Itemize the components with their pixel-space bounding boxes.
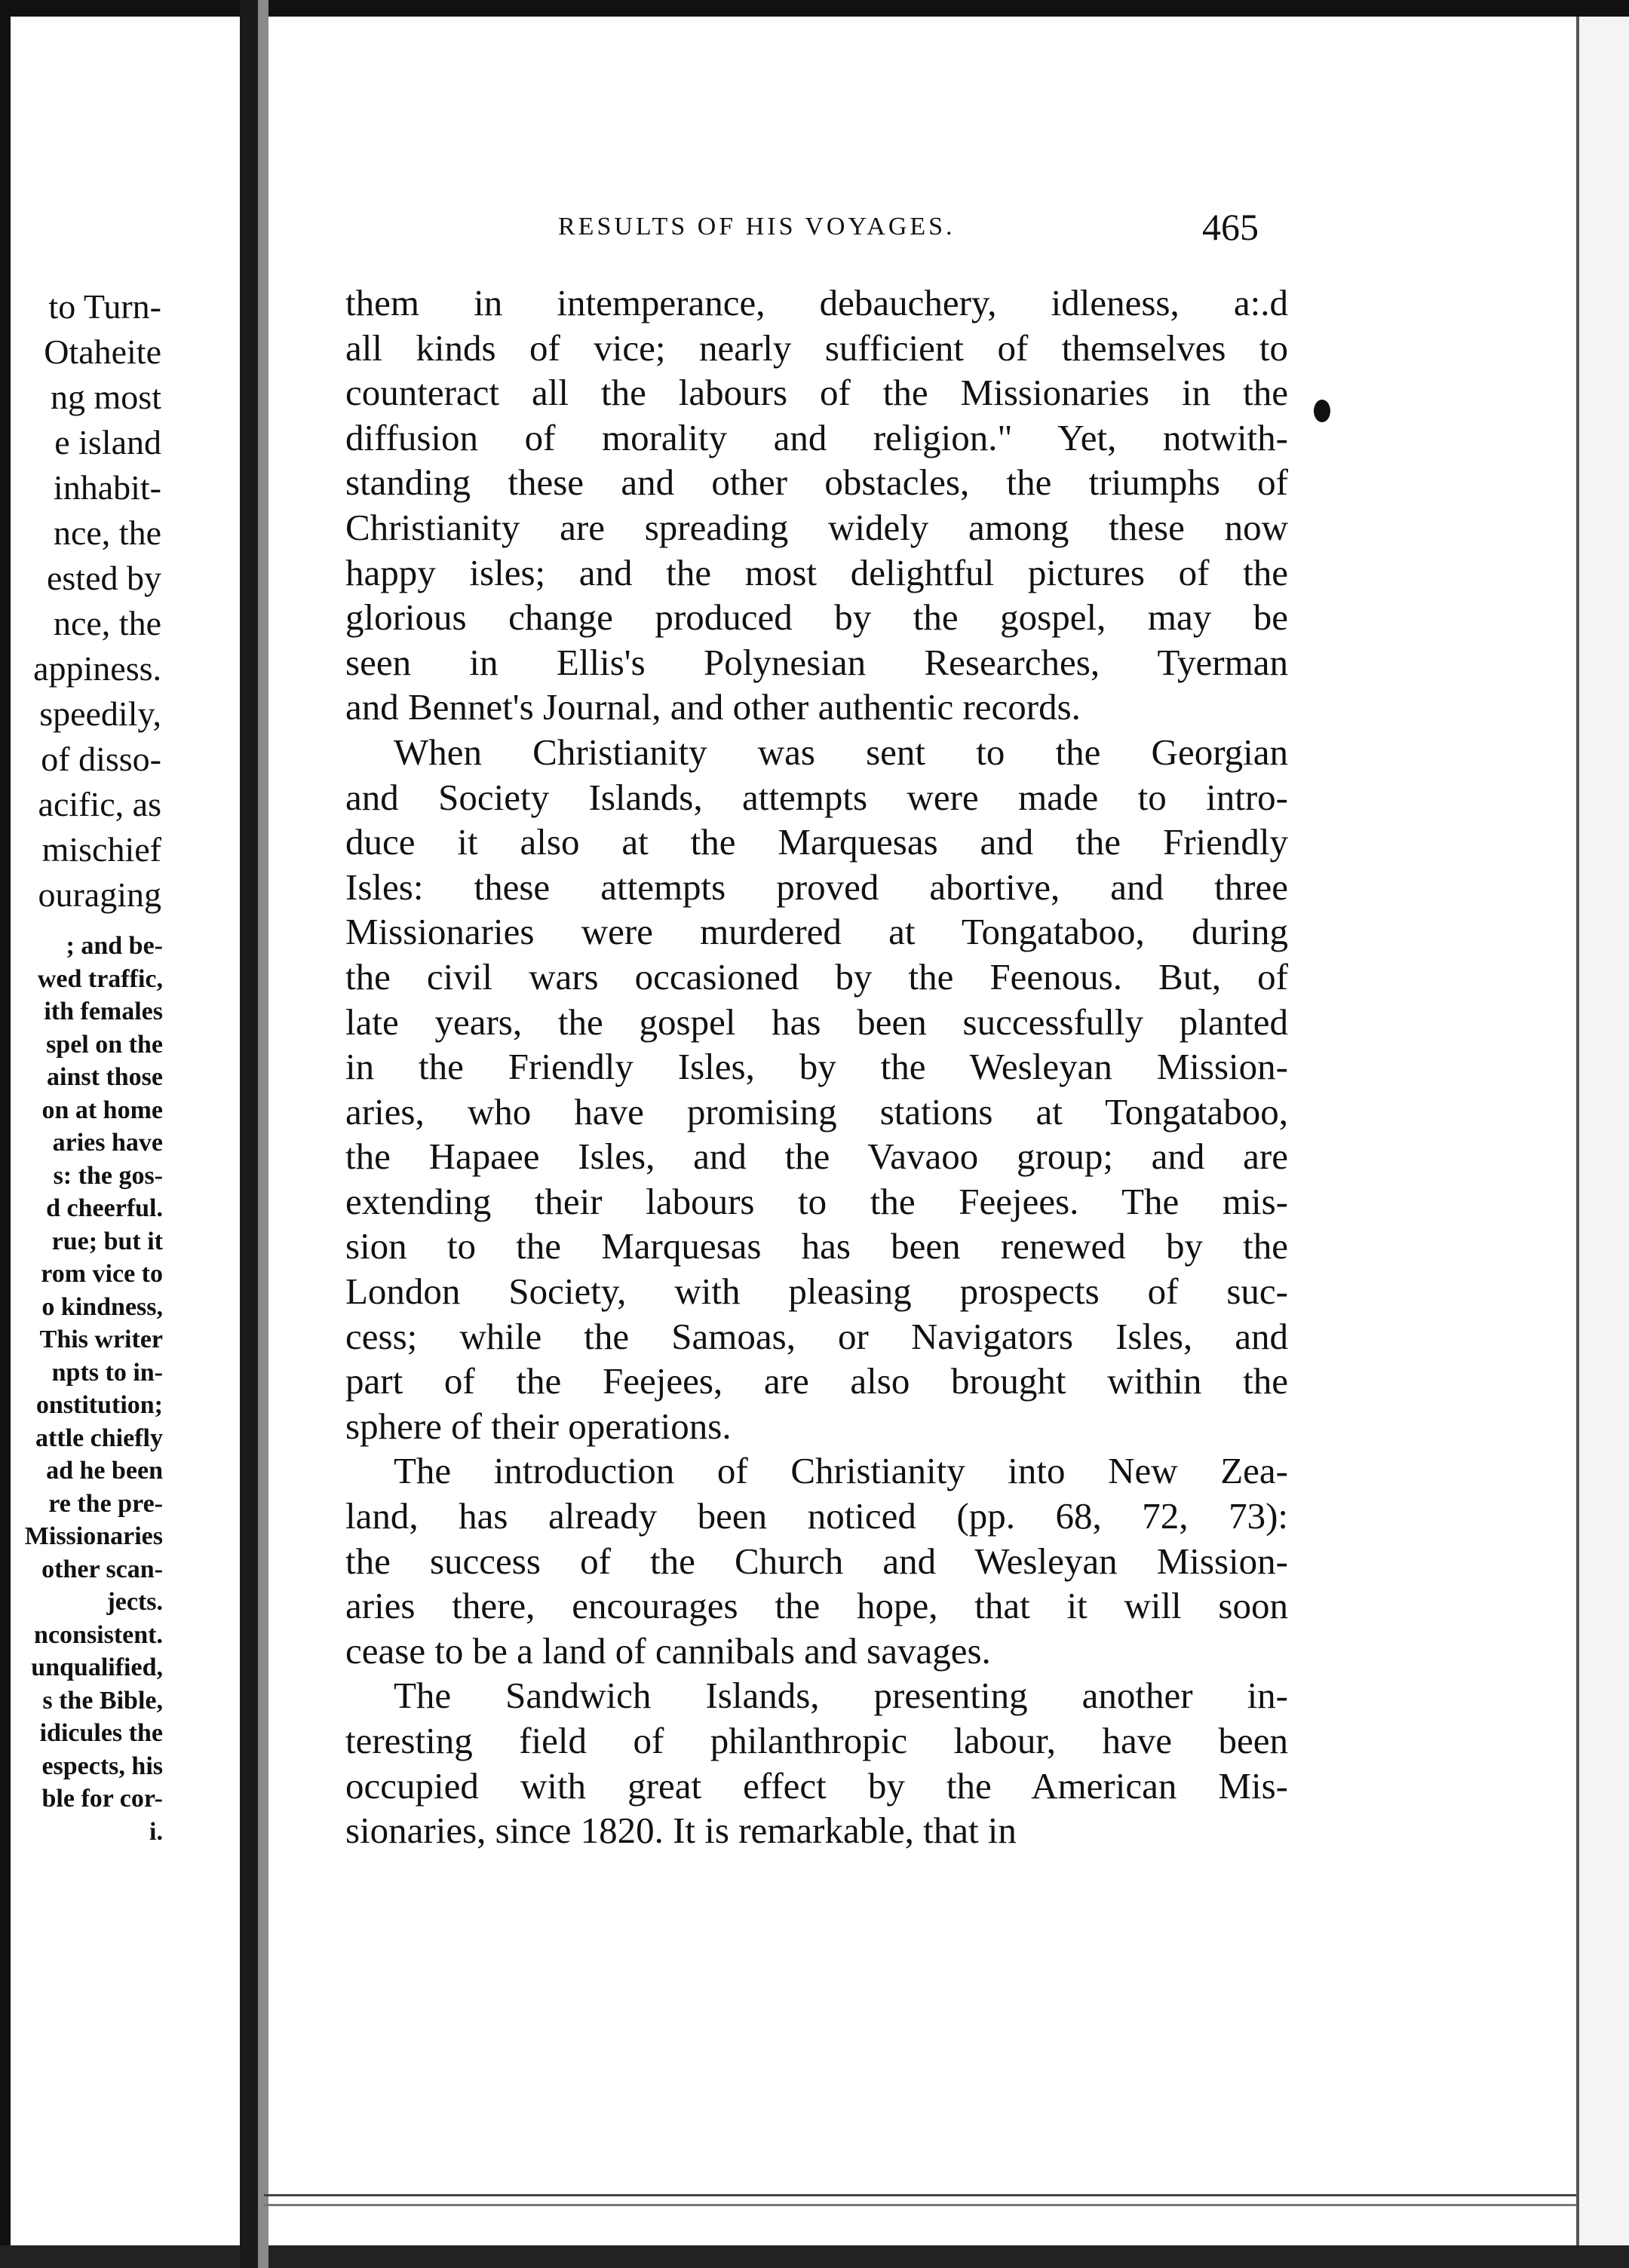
left-page-note-line: onstitution; bbox=[35, 1391, 163, 1419]
left-page-line: speedily, bbox=[39, 694, 161, 733]
left-page-note-line: rue; but it bbox=[51, 1227, 163, 1255]
left-page-note-line: Missionaries bbox=[24, 1522, 163, 1550]
left-page-fragment bbox=[0, 287, 240, 1870]
left-page-note-line: aries have bbox=[52, 1129, 163, 1157]
left-page-note-line: espects, his bbox=[41, 1752, 163, 1780]
left-page-line: appiness. bbox=[33, 649, 161, 688]
text-line: in the Friendly Isles, by the Wesleyan Mission- bbox=[345, 1046, 1288, 1088]
text-line: Missionaries were murdered at Tongataboo, during bbox=[345, 911, 1288, 953]
left-page-note-line: unqualified, bbox=[31, 1653, 163, 1681]
text-line: and Society Islands, attempts were made to intro- bbox=[345, 776, 1288, 818]
left-page-line: e island bbox=[54, 423, 161, 461]
text-line: land, has already been noticed (pp. 68, 72, 73): bbox=[345, 1495, 1288, 1537]
left-page-note-line: s the Bible, bbox=[42, 1686, 163, 1715]
paragraph bbox=[345, 280, 1288, 730]
text-line: London Society, with pleasing prospects of suc- bbox=[345, 1270, 1288, 1313]
text-line: occupied with great effect by the American Mis- bbox=[345, 1764, 1288, 1807]
left-page-note-line: ad he been bbox=[46, 1457, 163, 1485]
text-line: the Hapaee Isles, and the Vavaoo group; and are bbox=[345, 1136, 1288, 1178]
text-line: sion to the Marquesas has been renewed by the bbox=[345, 1225, 1288, 1267]
left-page-note-line: attle chiefly bbox=[35, 1424, 163, 1452]
left-page-line: ested by bbox=[46, 559, 161, 597]
text-line: The Sandwich Islands, presenting another in- bbox=[394, 1675, 1288, 1717]
text-line: sionaries, since 1820. It is remarkable, that in bbox=[345, 1810, 1017, 1852]
page-number: 465 bbox=[1202, 206, 1259, 248]
paragraph bbox=[345, 1673, 1288, 1853]
left-page-note-line: npts to in- bbox=[51, 1358, 163, 1387]
left-page-note-line: nconsistent. bbox=[34, 1620, 163, 1649]
text-line: part of the Feejees, are also brought within the bbox=[345, 1360, 1288, 1402]
page-bottom-edge bbox=[264, 2194, 1576, 2206]
left-page-line: ouraging bbox=[38, 875, 161, 914]
left-page-line: acific, as bbox=[38, 785, 161, 823]
paragraph bbox=[345, 730, 1288, 1449]
left-page-note-line: s: the gos- bbox=[53, 1161, 163, 1190]
text-line: the civil wars occasioned by the Feenous. But, of bbox=[345, 955, 1288, 998]
text-line: happy isles; and the most delightful pictures of the bbox=[345, 551, 1288, 593]
text-line: and Bennet's Journal, and other authentic records. bbox=[345, 686, 1081, 728]
text-line: Christianity are spreading widely among these now bbox=[345, 506, 1288, 548]
left-page-note-line: i. bbox=[149, 1817, 163, 1846]
left-page-note-line: re the pre- bbox=[48, 1489, 163, 1518]
text-line: the success of the Church and Wesleyan Mission- bbox=[345, 1540, 1288, 1582]
left-page-line: ng most bbox=[51, 378, 161, 416]
left-page-note-line: ; and be- bbox=[66, 932, 163, 960]
text-line: them in intemperance, debauchery, idleness, a:.d bbox=[345, 282, 1288, 323]
scan-border-right bbox=[1576, 17, 1629, 2245]
left-page-note-line: jects. bbox=[106, 1588, 163, 1616]
left-page-line: inhabit- bbox=[53, 468, 161, 507]
left-page-note-line: o kindness, bbox=[41, 1292, 163, 1321]
text-line: standing these and other obstacles, the triumphs of bbox=[345, 461, 1288, 504]
text-line: counteract all the labours of the Missionaries in the bbox=[345, 372, 1288, 414]
text-line: extending their labours to the Feejees. The mis- bbox=[345, 1180, 1288, 1222]
text-line: aries, who have promising stations at Tongataboo, bbox=[345, 1090, 1288, 1132]
paragraph bbox=[345, 1448, 1288, 1673]
left-page-note-line: ainst those bbox=[47, 1063, 163, 1091]
text-line: teresting field of philanthropic labour, have been bbox=[345, 1720, 1288, 1761]
text-line: all kinds of vice; nearly sufficient of themselves to bbox=[345, 326, 1288, 369]
left-page-note-line: idicules the bbox=[39, 1719, 163, 1747]
text-line: sphere of their operations. bbox=[345, 1405, 732, 1447]
text-line: cease to be a land of cannibals and savages. bbox=[345, 1629, 991, 1672]
text-line: diffusion of morality and religion." Yet, notwith- bbox=[345, 416, 1288, 458]
text-line: When Christianity was sent to the Georgian bbox=[394, 731, 1288, 773]
text-line: duce it also at the Marquesas and the Friendly bbox=[345, 821, 1288, 863]
text-line: aries there, encourages the hope, that it will soon bbox=[345, 1585, 1288, 1627]
left-page-note-line: rom vice to bbox=[41, 1260, 163, 1288]
main-text-body bbox=[345, 280, 1288, 1853]
left-page-note-line: on at home bbox=[41, 1096, 163, 1124]
left-page-line: to Turn- bbox=[48, 287, 161, 326]
left-page-note-line: spel on the bbox=[46, 1030, 163, 1059]
text-line: glorious change produced by the gospel, may be bbox=[345, 596, 1288, 639]
left-page-note-line: d cheerful. bbox=[46, 1194, 163, 1222]
left-page-line: nce, the bbox=[53, 513, 161, 552]
left-page-note-line: This writer bbox=[39, 1326, 163, 1353]
ink-speck bbox=[1314, 400, 1330, 422]
left-page-line: Otaheite bbox=[44, 333, 161, 371]
book-gutter bbox=[240, 0, 258, 2268]
text-line: seen in Ellis's Polynesian Researches, Tyerman bbox=[345, 641, 1288, 683]
text-line: cess; while the Samoas, or Navigators Isles, and bbox=[345, 1315, 1288, 1357]
left-page-note-line: ble for cor- bbox=[41, 1785, 163, 1813]
left-page-note-line: other scan- bbox=[41, 1555, 163, 1583]
text-line: The introduction of Christianity into New Zea- bbox=[394, 1450, 1288, 1492]
page-shadow bbox=[258, 0, 268, 2268]
running-head: RESULTS OF HIS VOYAGES. bbox=[558, 213, 956, 241]
left-page-line: of disso- bbox=[41, 740, 161, 778]
left-page-line: mischief bbox=[41, 830, 161, 869]
left-page-line: nce, the bbox=[53, 604, 161, 642]
left-page-note-line: ith females bbox=[44, 998, 163, 1025]
text-line: Isles: these attempts proved abortive, and three bbox=[345, 866, 1288, 908]
left-page-note-line: wed traffic, bbox=[37, 964, 163, 993]
text-line: late years, the gospel has been successfully planted bbox=[345, 1001, 1288, 1043]
